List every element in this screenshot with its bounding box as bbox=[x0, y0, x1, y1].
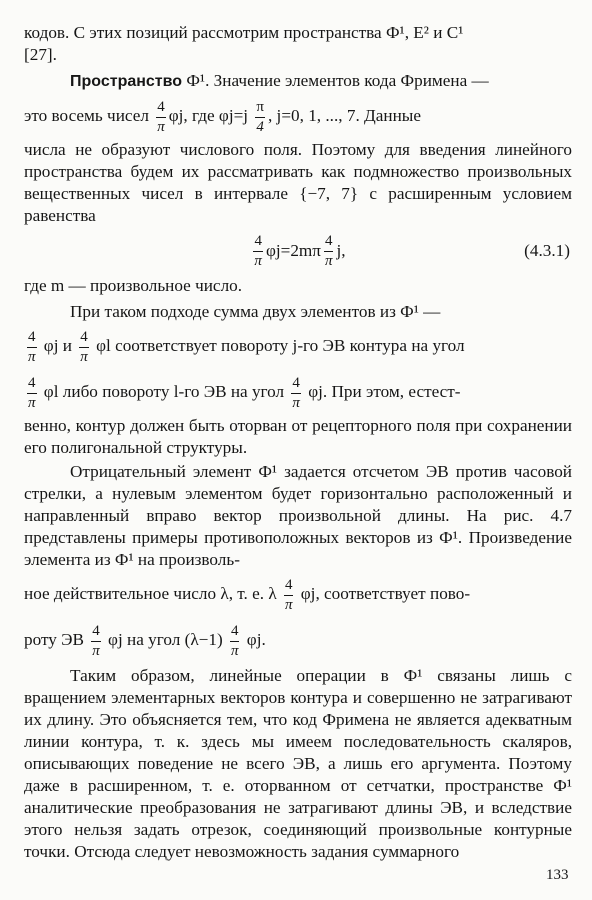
fraction bbox=[230, 624, 240, 659]
formula-line bbox=[24, 369, 572, 415]
denominator: π bbox=[80, 348, 88, 365]
page-number: 133 bbox=[546, 867, 569, 883]
numerator: 4 bbox=[156, 100, 166, 118]
numerator: 4 bbox=[230, 624, 240, 642]
numerator: 4 bbox=[79, 330, 89, 348]
paragraph-text: венно, контур должен быть оторван от рецепторного поля при сохранении его полигональной структуры. bbox=[24, 416, 572, 457]
text-fragment: Значение элементов кода Фримена — bbox=[213, 71, 489, 90]
page-body bbox=[24, 22, 572, 863]
numerator: π bbox=[255, 100, 265, 118]
fraction bbox=[79, 330, 89, 365]
fraction bbox=[27, 330, 37, 365]
formula-line bbox=[24, 323, 572, 369]
denominator: π bbox=[27, 394, 36, 411]
text-fragment: это восемь чисел bbox=[24, 106, 149, 125]
fraction bbox=[291, 376, 301, 411]
text-fragment: φj и bbox=[43, 336, 72, 355]
paragraph-heading-line bbox=[24, 70, 572, 93]
fraction bbox=[284, 578, 294, 613]
text-line: где m — произвольное число. bbox=[24, 276, 243, 295]
numerator: 4 bbox=[284, 578, 294, 596]
fraction bbox=[253, 234, 263, 269]
numerator: 4 bbox=[291, 376, 301, 394]
fraction bbox=[255, 100, 265, 135]
formula-line bbox=[24, 617, 572, 663]
equation bbox=[24, 227, 572, 275]
text-fragment: φj. При этом, естест- bbox=[308, 382, 461, 401]
text-fragment: φj на угол (λ−1) bbox=[108, 630, 223, 649]
denominator: π bbox=[254, 252, 262, 269]
paragraph-text: Отрицательный элемент Ф¹ задается отсчетом ЭВ против часовой стрелки, а нулевым элементом будет горизонтально расположенный и направленный вправо вектор произвольной длины. На рис. 4.7 представлены примеры противоположных векторов из Ф¹. Произведение элемента из Ф¹ на произволь- bbox=[24, 462, 572, 569]
fraction bbox=[27, 376, 37, 411]
fraction bbox=[324, 234, 334, 269]
text-fragment: φl соответствует повороту j-го ЭВ контура на угол bbox=[96, 336, 465, 355]
math-symbol: φj, bbox=[168, 106, 188, 125]
denominator: π bbox=[292, 394, 300, 411]
text-fragment: роту ЭВ bbox=[24, 630, 84, 649]
formula-line bbox=[24, 571, 572, 617]
denominator: π bbox=[27, 348, 36, 365]
text-line: кодов. С этих позиций рассмотрим пространства Ф¹, E² и C¹ bbox=[24, 23, 464, 42]
numerator: 4 bbox=[324, 234, 334, 252]
denominator: π bbox=[284, 596, 293, 613]
paragraph-text: Таким образом, линейные операции в Ф¹ связаны лишь с вращением элементарных векторов контура и совершенно не затрагивают их длину. Это объясняется тем, что код Фримена не является адекватным линии контура, т. к. здесь мы имеем последовательность скаляров, описывающих поведение не всего ЭВ, а лишь его аргумента. Поэтому даже в расширенном, т. е. оторванном от сетчатки, пространстве Ф¹ аналитические преобразования не затрагивают длины ЭВ, и вследствие этого нельзя задать отрезок, соединяющий произвольные контурные точки. Отсюда следует невозможность задания суммарного bbox=[24, 666, 572, 861]
math-symbol: φj=j bbox=[218, 106, 249, 125]
heading-symbol: Ф¹. bbox=[186, 71, 210, 90]
denominator: π bbox=[92, 642, 100, 659]
fraction bbox=[91, 624, 101, 659]
text-fragment: где bbox=[192, 106, 215, 125]
denominator: 4 bbox=[256, 118, 264, 135]
text-fragment: φj. bbox=[246, 630, 266, 649]
denominator: π bbox=[157, 118, 165, 135]
fraction bbox=[156, 100, 166, 135]
denominator: π bbox=[324, 252, 333, 269]
text-line: [27]. bbox=[24, 45, 57, 64]
text-fragment: φl либо повороту l-го ЭВ на угол bbox=[43, 382, 285, 401]
numerator: 4 bbox=[27, 376, 37, 394]
section-heading: Пространство bbox=[70, 73, 183, 90]
text-fragment: ное действительное число λ, т. е. λ bbox=[24, 584, 277, 603]
numerator: 4 bbox=[27, 330, 37, 348]
formula-line: это восемь чисел $\frac{4}{\pi}$ φj, где φj=j $\frac{\pi}{4}$ , j=0, 1, ..., 7. Данные bbox=[24, 98, 421, 135]
denominator: π bbox=[230, 642, 239, 659]
text-fragment: j=0, 1, ..., 7. Данные bbox=[276, 106, 421, 125]
numerator: 4 bbox=[253, 234, 263, 252]
math-expression: φj=2mπ bbox=[265, 241, 321, 260]
paragraph-text: числа не образуют числового поля. Поэтому для введения линейного пространства будем их рассматривать как подмножество произвольных вещественных чисел в интервале {−7, 7} с расширенным условием равенства bbox=[24, 140, 572, 225]
text-line: При таком подходе сумма двух элементов из Ф¹ — bbox=[70, 302, 441, 321]
numerator: 4 bbox=[91, 624, 101, 642]
math-expression: j, bbox=[336, 241, 346, 260]
equation-number: (4.3.1) bbox=[524, 241, 570, 260]
text-fragment: φj, соответствует пово- bbox=[300, 584, 471, 603]
